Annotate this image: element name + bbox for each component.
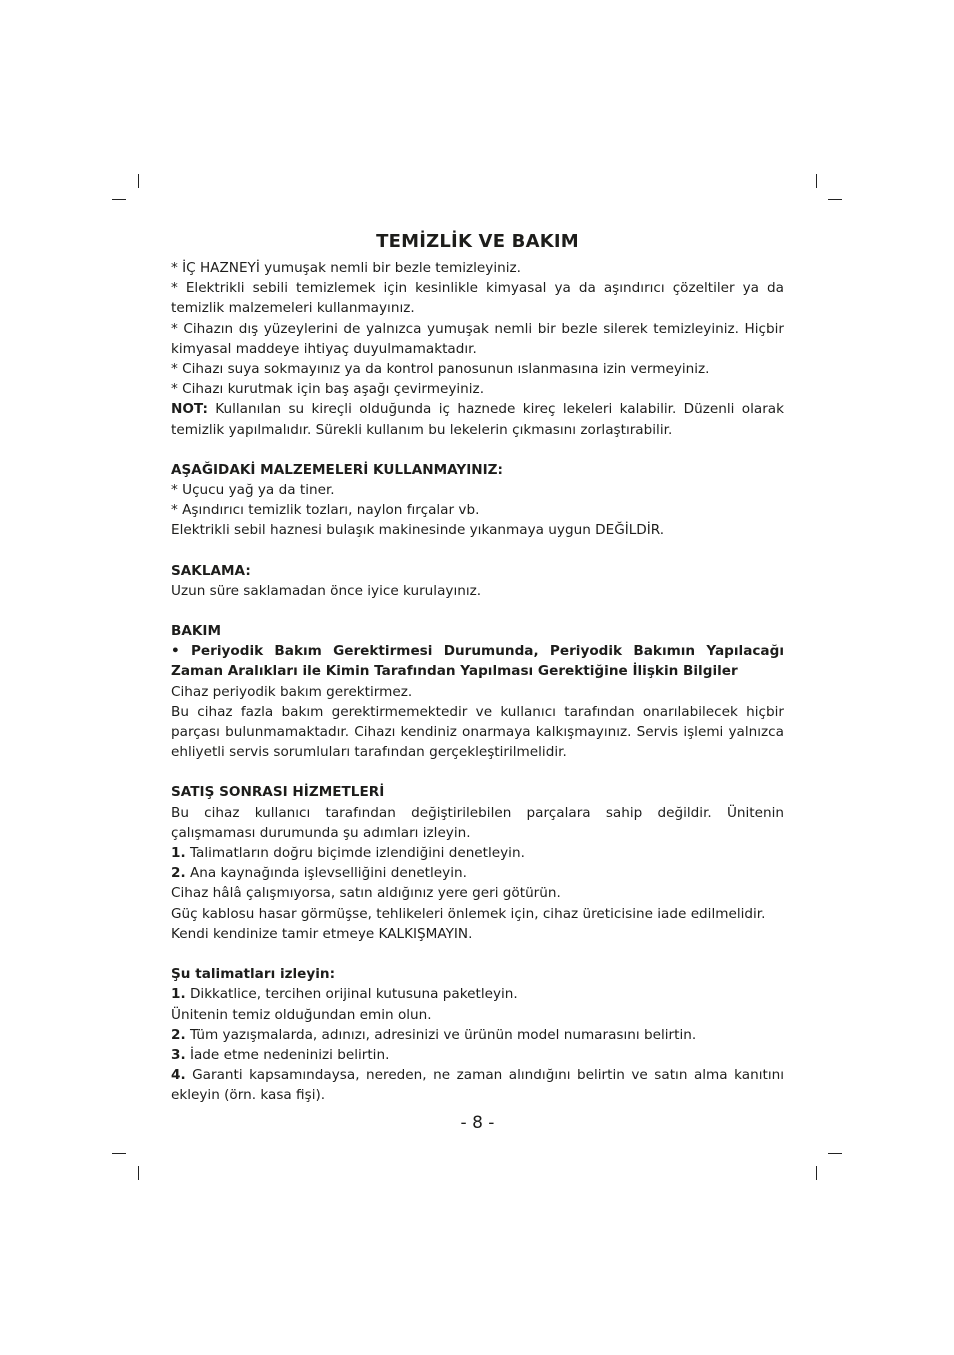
note-label: NOT: (171, 401, 208, 418)
instructions-step-2: 2. Tüm yazışmalarda, adınızı, adresinizi ve ürünün model numarasını belirtin. (171, 1026, 697, 1043)
cleaning-line-2: * Elektrikli sebili temizlemek için kesinlikle kimyasal ya da aşındırıcı çözeltiler ya da temizlik malzemeleri kullanmayınız. (171, 280, 784, 317)
aftersales-line-4: Kendi kendinize tamir etmeye KALKIŞMAYIN. (171, 925, 473, 942)
instructions-step-1: 1. Dikkatlice, tercihen orijinal kutusuna paketleyin. (171, 986, 518, 1003)
instructions-step-4: 4. Garanti kapsamındaysa, nereden, ne zaman alındığını belirtin ve satın alma kanıtını ekleyin (örn. kasa fişi). (171, 1067, 784, 1104)
crop-mark-bottom-right-vertical (816, 1166, 817, 1180)
donotuse-line-2: * Aşındırıcı temizlik tozları, naylon fırçalar vb. (171, 502, 480, 519)
crop-mark-bottom-left-vertical (138, 1166, 139, 1180)
crop-mark-bottom-left-horizontal (112, 1153, 126, 1154)
page-content (171, 230, 784, 1134)
donotuse-line-3: Elektrikli sebil haznesi bulaşık makinesinde yıkanmaya uygun DEĞİLDİR. (171, 522, 665, 539)
maintenance-line-1: Cihaz periyodik bakım gerektirmez. (171, 683, 413, 700)
maintenance-line-2: Bu cihaz fazla bakım gerektirmemektedir ve kullanıcı tarafından onarılabilecek hiçbir parçası bulunmamaktadır. Cihazı kendiniz onarmaya kalkışmayınız. Servis işlemi yalnızca ehliyetli servis sorumluları tarafından gerçekleştirilmelidir. (171, 703, 784, 761)
maintenance-bold-info: • Periyodik Bakım Gerektirmesi Durumunda, Periyodik Bakımın Yapılacağı Zaman Aralıkları ile Kimin Tarafından Yapılması Gerektiğine İlişkin Bilgiler (171, 643, 784, 680)
note-paragraph (171, 399, 784, 439)
note-text: Kullanılan su kireçli olduğunda iç haznede kireç lekeleri kalabilir. Düzenli olarak temizlik yapılmalıdır. Sürekli kullanım bu lekelerin çıkmasını zorlaştırabilir. (171, 401, 784, 438)
crop-mark-top-right-horizontal (828, 199, 842, 200)
cleaning-line-3: * Cihazın dış yüzeylerini de yalnızca yumuşak nemli bir bezle silerek temizleyiniz. Hiçbir kimyasal maddeye ihtiyaç duyulmamaktadır. (171, 320, 784, 357)
crop-mark-top-right-vertical (816, 174, 817, 188)
crop-mark-top-left-horizontal (112, 199, 126, 200)
page-title: TEMİZLİK VE BAKIM (376, 231, 579, 252)
aftersales-step-1: 1. Talimatların doğru biçimde izlendiğini denetleyin. (171, 845, 525, 862)
storage-heading: SAKLAMA: (171, 562, 251, 579)
aftersales-heading: SATIŞ SONRASI HİZMETLERİ (171, 784, 385, 801)
crop-mark-top-left-vertical (138, 174, 139, 188)
aftersales-line-2: Cihaz hâlâ çalışmıyorsa, satın aldığınız yere geri götürün. (171, 885, 561, 902)
donotuse-heading: AŞAĞIDAKİ MALZEMELERİ KULLANMAYINIZ: (171, 461, 503, 478)
cleaning-line-4: * Cihazı suya sokmayınız ya da kontrol panosunun ıslanmasına izin vermeyiniz. (171, 361, 710, 378)
aftersales-line-1: Bu cihaz kullanıcı tarafından değiştirilebilen parçalara sahip değildir. Ünitenin çalışmaması durumunda şu adımları izleyin. (171, 804, 784, 841)
storage-line-1: Uzun süre saklamadan önce iyice kurulayınız. (171, 582, 482, 599)
instructions-step-3: 3. İade etme nedeninizi belirtin. (171, 1046, 390, 1063)
instructions-line-1: Ünitenin temiz olduğundan emin olun. (171, 1006, 432, 1023)
page-number: - 8 - (460, 1112, 495, 1133)
aftersales-step-2: 2. Ana kaynağında işlevselliğini denetleyin. (171, 865, 467, 882)
donotuse-line-1: * Uçucu yağ ya da tiner. (171, 482, 335, 499)
aftersales-line-3: Güç kablosu hasar görmüşse, tehlikeleri önlemek için, cihaz üreticisine iade edilmelidir. (171, 905, 766, 922)
instructions-heading: Şu talimatları izleyin: (171, 966, 336, 983)
cleaning-line-1: * İÇ HAZNEYİ yumuşak nemli bir bezle temizleyiniz. (171, 260, 521, 276)
crop-mark-bottom-right-horizontal (828, 1153, 842, 1154)
cleaning-line-5: * Cihazı kurutmak için baş aşağı çevirmeyiniz. (171, 381, 485, 398)
maintenance-heading: BAKIM (171, 623, 222, 640)
